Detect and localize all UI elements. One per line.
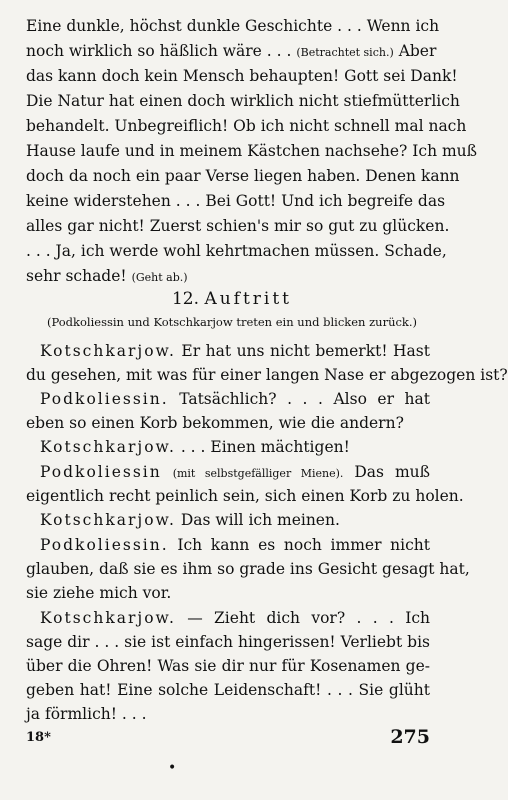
dialogue-line: du gesehen, mit was für einer langen Nase er abgezogen ist?: [26, 366, 508, 384]
text-line: [26, 264, 430, 288]
dialogue-line: sie ziehe mich vor.: [26, 584, 172, 602]
dialogue-line: [40, 435, 430, 459]
text-line: alles gar nicht! Zuerst schien's mir so gut zu glücken.: [26, 217, 450, 235]
text-line: behandelt. Unbegreiflich! Ob ich nicht schnell mal nach: [26, 117, 467, 135]
text-line: . . . Ja, ich werde wohl kehrtmachen müssen. Schade,: [26, 242, 447, 260]
scene-heading: [0, 287, 464, 311]
speaker-name: Podkoliessin.: [40, 390, 169, 408]
scene-number: 12.: [171, 289, 200, 309]
text-span: noch wirklich so häßlich wäre . . .: [26, 42, 292, 60]
scene-word: Auftritt: [204, 289, 293, 309]
text-line: das kann doch kein Mensch behaupten! Gott sei Dank!: [26, 67, 458, 85]
dialogue-line: [40, 460, 430, 484]
bullet-mark: •: [168, 760, 177, 776]
text-line: Die Natur hat einen doch wirklich nicht stiefmütterlich: [26, 92, 460, 110]
dialogue-line: [40, 339, 430, 363]
dialogue-line: [40, 606, 430, 630]
text-span: sehr schade!: [26, 267, 127, 285]
speech-text: Das will ich meinen.: [180, 511, 340, 529]
speaker-name: Kotschkarjow.: [40, 438, 176, 456]
text-span: Aber: [398, 42, 437, 60]
dialogue-line: eben so einen Korb bekommen, wie die andern?: [26, 414, 404, 432]
speaker-name: Kotschkarjow.: [40, 511, 176, 529]
dialogue-line: [40, 533, 430, 557]
printer-signature: 18*: [26, 730, 51, 745]
dialogue-line: eigentlich recht peinlich sein, sich einen Korb zu holen.: [26, 487, 464, 505]
speech-text: Tatsächlich? . . . Also er hat: [179, 390, 430, 408]
dialogue-line: ja förmlich! . . .: [26, 705, 147, 723]
speech-text: Er hat uns nicht bemerkt! Hast: [181, 342, 430, 360]
scene-stage-direction: (Podkoliessin und Kotschkarjow treten ein und blicken zurück.): [46, 315, 418, 329]
speech-text: Ich kann es noch immer nicht: [177, 536, 430, 554]
speaker-name: Podkoliessin.: [40, 536, 169, 554]
stage-direction: (Betrachtet sich.): [296, 46, 394, 59]
stage-direction: (mit selbstgefälliger Miene).: [172, 467, 344, 480]
dialogue-line: sage dir . . . sie ist einfach hingerissen! Verliebt bis: [26, 633, 430, 651]
text-line: Hause laufe und in meinem Kästchen nachsehe? Ich muß: [26, 142, 478, 160]
stage-direction: (Geht ab.): [131, 271, 188, 284]
text-line: Eine dunkle, höchst dunkle Geschichte . . . Wenn ich: [26, 17, 440, 35]
text-line: [26, 39, 437, 63]
dialogue-line: [40, 508, 430, 532]
text-line: keine widerstehen . . . Bei Gott! Und ich begreife das: [26, 192, 446, 210]
dialogue-line: [40, 387, 430, 411]
speech-text: Das muß: [354, 463, 430, 481]
speaker-name: Kotschkarjow.: [40, 609, 176, 627]
speaker-name: Podkoliessin: [40, 463, 162, 481]
speech-text: . . . Einen mächtigen!: [180, 438, 350, 456]
text-line: doch da noch ein paar Verse liegen haben. Denen kann: [26, 167, 460, 185]
dialogue-line: geben hat! Eine solche Leidenschaft! . . . Sie glüht: [26, 681, 430, 699]
dialogue-line: glauben, daß sie es ihm so grade ins Gesicht gesagt hat,: [26, 560, 470, 578]
speech-text: — Zieht dich vor? . . . Ich: [187, 609, 430, 627]
speaker-name: Kotschkarjow.: [40, 342, 176, 360]
page-number: 275: [390, 726, 430, 748]
dialogue-line: über die Ohren! Was sie dir nur für Kosenamen ge-: [26, 657, 430, 675]
